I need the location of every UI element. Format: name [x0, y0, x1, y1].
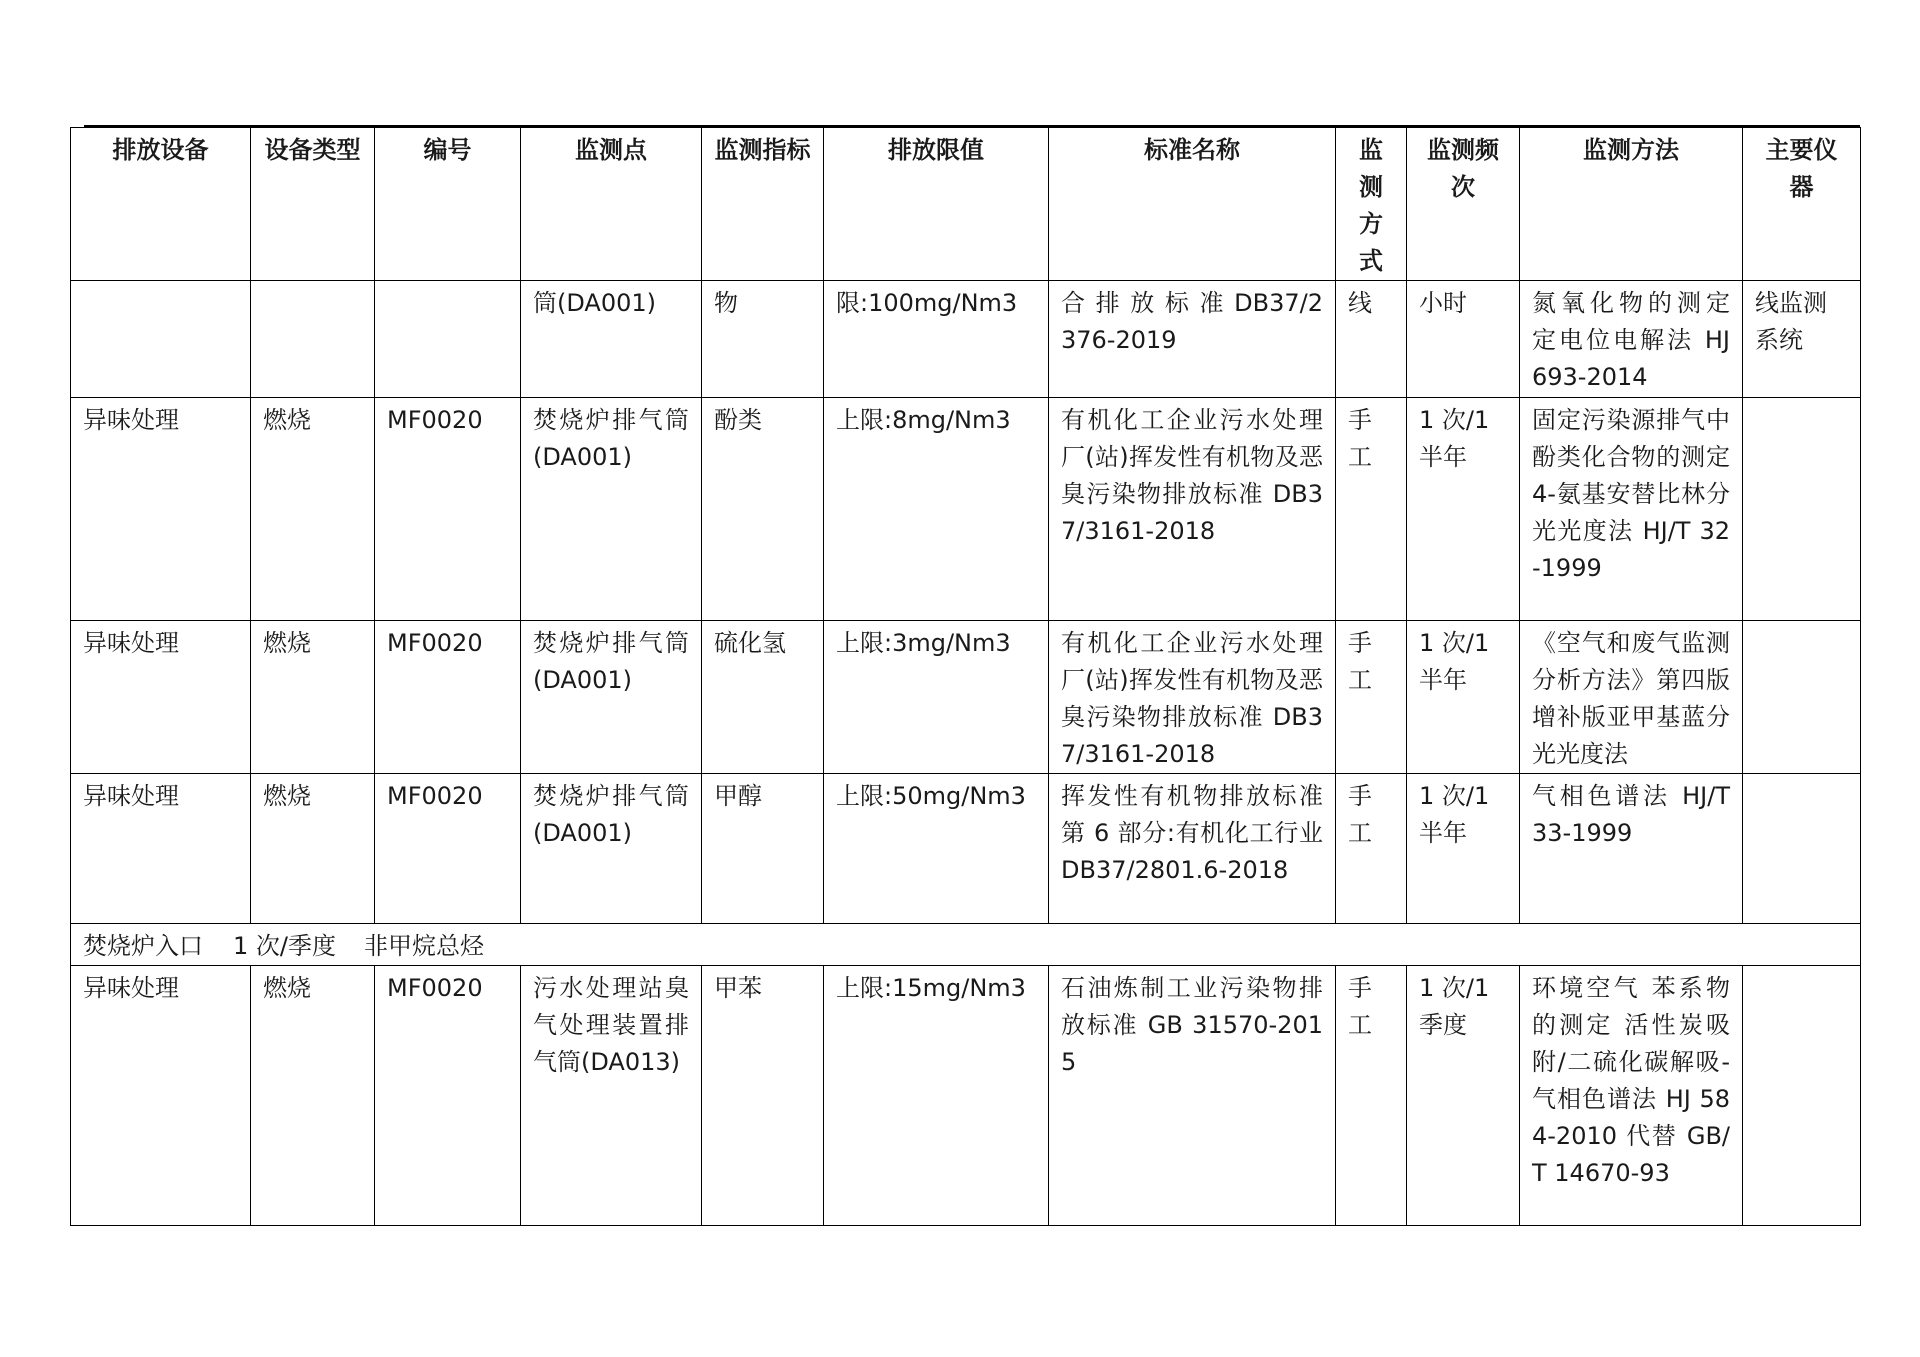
header-cell: 监测指标: [702, 128, 824, 281]
instrument-cell: [1743, 774, 1861, 924]
type-cell: 燃烧: [251, 398, 375, 621]
frequency-cell: 小时: [1407, 281, 1520, 398]
header-cell: 监测点: [521, 128, 702, 281]
limit-cell: 上限:15mg/Nm3: [824, 966, 1049, 1226]
indicator-cell: 物: [702, 281, 824, 398]
instrument-cell: [1743, 398, 1861, 621]
code-cell: [375, 281, 521, 398]
header-cell: 监测频次: [1407, 128, 1520, 281]
instrument-cell: [1743, 621, 1861, 774]
merged-row: [71, 924, 1861, 966]
equipment-cell: 异味处理: [71, 621, 251, 774]
method-cell: 《空气和废气监测分析方法》第四版增补版亚甲基蓝分光光度法: [1520, 621, 1743, 774]
frequency-cell: 1 次/1 半年: [1407, 621, 1520, 774]
merged-cell: [71, 924, 1861, 966]
mode-cell: 线: [1336, 281, 1407, 398]
header-cell: 编号: [375, 128, 521, 281]
code-cell: MF0020: [375, 966, 521, 1226]
equipment-cell: [71, 281, 251, 398]
point-cell: 筒(DA001): [521, 281, 702, 398]
equipment-cell: 异味处理: [71, 966, 251, 1226]
equipment-cell: 异味处理: [71, 774, 251, 924]
indicator-cell: 硫化氢: [702, 621, 824, 774]
method-cell: 氮氧化物的测定 定电位电解法 HJ 693-2014: [1520, 281, 1743, 398]
limit-cell: 限:100mg/Nm3: [824, 281, 1049, 398]
table-header-row: [71, 128, 1861, 281]
code-cell: MF0020: [375, 774, 521, 924]
point-cell: 污水处理站臭气处理装置排气筒(DA013): [521, 966, 702, 1226]
method-cell: 气相色谱法 HJ/T 33-1999: [1520, 774, 1743, 924]
standard-cell: 有机化工企业污水处理厂(站)挥发性有机物及恶臭污染物排放标准 DB37/3161-2018: [1049, 621, 1336, 774]
limit-cell: 上限:50mg/Nm3: [824, 774, 1049, 924]
header-cell: 设备类型: [251, 128, 375, 281]
type-cell: 燃烧: [251, 774, 375, 924]
monitoring-table: [70, 127, 1861, 1226]
mode-cell: 手工: [1336, 621, 1407, 774]
header-cell: 监测方法: [1520, 128, 1743, 281]
table-row: [71, 281, 1861, 398]
point-cell: 焚烧炉排气筒(DA001): [521, 774, 702, 924]
table-row: [71, 774, 1861, 924]
method-cell: 固定污染源排气中酚类化合物的测定 4-氨基安替比林分光光度法 HJ/T 32-1999: [1520, 398, 1743, 621]
frequency-cell: 1 次/1 半年: [1407, 398, 1520, 621]
standard-cell: 有机化工企业污水处理厂(站)挥发性有机物及恶臭污染物排放标准 DB37/3161-2018: [1049, 398, 1336, 621]
limit-cell: 上限:8mg/Nm3: [824, 398, 1049, 621]
mode-cell: 手工: [1336, 398, 1407, 621]
indicator-cell: 甲苯: [702, 966, 824, 1226]
code-cell: MF0020: [375, 621, 521, 774]
type-cell: 燃烧: [251, 621, 375, 774]
standard-cell: 合 排 放 标 准 DB37/2376-2019: [1049, 281, 1336, 398]
indicator-cell: 酚类: [702, 398, 824, 621]
limit-cell: 上限:3mg/Nm3: [824, 621, 1049, 774]
standard-cell: 石油炼制工业污染物排放标准 GB 31570-2015: [1049, 966, 1336, 1226]
equipment-cell: 异味处理: [71, 398, 251, 621]
method-cell: 环境空气 苯系物的测定 活性炭吸附/二硫化碳解吸-气相色谱法 HJ 584-2010 代替 GB/T 14670-93: [1520, 966, 1743, 1226]
code-cell: MF0020: [375, 398, 521, 621]
frequency-cell: 1 次/1 半年: [1407, 774, 1520, 924]
table-row: [71, 966, 1861, 1226]
instrument-cell: 线监测系统: [1743, 281, 1861, 398]
point-cell: 焚烧炉排气筒(DA001): [521, 621, 702, 774]
header-cell: 排放限值: [824, 128, 1049, 281]
table-row: [71, 398, 1861, 621]
frequency-cell: 1 次/1 季度: [1407, 966, 1520, 1226]
type-cell: 燃烧: [251, 966, 375, 1226]
mode-cell: 手工: [1336, 966, 1407, 1226]
header-cell: 监测方式: [1336, 128, 1407, 281]
header-cell: 主要仪器: [1743, 128, 1861, 281]
mode-cell: 手工: [1336, 774, 1407, 924]
header-cell: 排放设备: [71, 128, 251, 281]
point-cell: 焚烧炉排气筒(DA001): [521, 398, 702, 621]
merged-frequency: 1 次/季度: [233, 932, 336, 960]
merged-indicator: 非甲烷总烃: [363, 932, 484, 960]
standard-cell: 挥发性有机物排放标准第 6 部分:有机化工行业 DB37/2801.6-2018: [1049, 774, 1336, 924]
instrument-cell: [1743, 966, 1861, 1226]
type-cell: [251, 281, 375, 398]
indicator-cell: 甲醇: [702, 774, 824, 924]
table-row: [71, 621, 1861, 774]
merged-point: 焚烧炉入口: [83, 932, 203, 960]
header-cell: 标准名称: [1049, 128, 1336, 281]
